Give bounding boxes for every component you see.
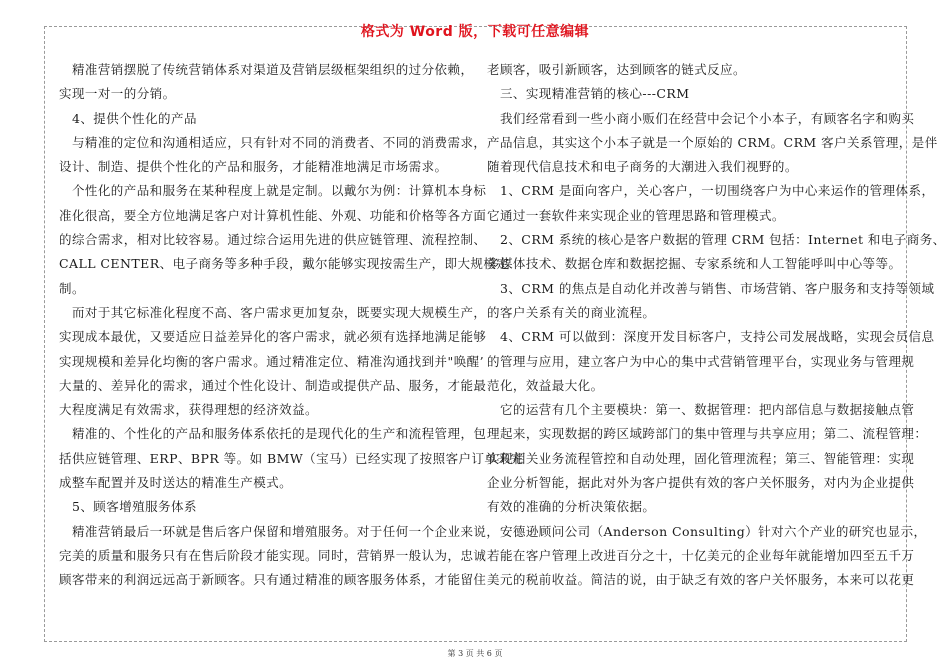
- text-line: 它通过一套软件来实现企业的管理思路和管理模式。: [487, 207, 785, 223]
- text-line: 产品信息，其实这个小本子就是一个原始的 CRM。CRM 客户关系管理，是伴: [487, 134, 938, 150]
- text-line: 2、CRM 系统的核心是客户数据的管理 CRM 包括：Internet 和电子商务、: [487, 232, 946, 248]
- text-line: 个性化的产品和服务在某种程度上就是定制。以戴尔为例：计算机本身标: [59, 183, 487, 199]
- text-line: 有效的准确的分析决策依据。: [487, 499, 656, 515]
- text-line: 4、CRM 可以做到：深度开发目标客户，支持公司发展战略，实现会员信息: [487, 329, 935, 345]
- text-line: 顾客带来的利润远远高于新顾客。只有通过精准的顾客服务体系，才能留住: [59, 572, 487, 588]
- right-column: [487, 58, 946, 593]
- text-line: 多媒体技术、数据仓库和数据挖掘、专家系统和人工智能呼叫中心等等。: [487, 256, 902, 272]
- text-line: 理起来，实现数据的跨区域跨部门的集中管理与共享应用；第二、流程管理：: [487, 426, 928, 442]
- text-line: 实现成本最优，又要适应日益差异化的客户需求，就必须有选择地满足能够: [59, 329, 487, 345]
- text-line: 随着现代信息技术和电子商务的大潮进入我们视野的。: [487, 159, 798, 175]
- text-line: 实现一对一的分销。: [59, 86, 176, 102]
- text-line: 精准的、个性化的产品和服务体系依托的是现代化的生产和流程管理，包: [59, 426, 487, 442]
- text-line: 老顾客，吸引新顾客，达到顾客的链式反应。: [487, 62, 747, 77]
- text-line: 括供应链管理、ERP、BPR 等。如 BMW（宝马）已经实现了按照客户订单来完: [59, 450, 524, 466]
- text-line: 我们经常看到一些小商小贩们在经营中会记个小本子，有顾客名字和购买: [487, 110, 915, 126]
- text-line: 大量的、差异化的需求，通过个性化设计、制造或提供产品、服务，才能最: [59, 377, 487, 393]
- text-line: 的管理与应用，建立客户为中心的集中式营销管理平台，实现业务与管理规: [487, 353, 915, 369]
- text-line: 若能在客户管理上改进百分之十，十亿美元的企业每年就能增加四至五千万: [487, 547, 915, 563]
- text-line: 大程度满足有效需求，获得理想的经济效益。: [59, 402, 319, 418]
- text-line: 4、提供个性化的产品: [59, 110, 197, 126]
- text-line: 范化，效益最大化。: [487, 377, 604, 393]
- text-line: 它的运营有几个主要模块：第一、数据管理：把内部信息与数据接触点管: [487, 402, 915, 418]
- text-line: 5、顾客增殖服务体系: [59, 499, 197, 515]
- text-line: 企业分析智能，据此对外为客户提供有效的客户关怀服务，对内为企业提供: [487, 475, 915, 491]
- text-line: 精准营销最后一环就是售后客户保留和增殖服务。对于任何一个企业来说，: [59, 523, 500, 539]
- text-line: 的客户关系有关的商业流程。: [487, 304, 656, 320]
- text-line: 的综合需求，相对比较容易。通过综合运用先进的供应链管理、流程控制、: [59, 232, 487, 248]
- text-line: 3、CRM 的焦点是自动化并改善与销售、市场营销、客户服务和支持等领域: [487, 280, 935, 296]
- text-line: 制。: [59, 280, 85, 296]
- text-line: 实现相关业务流程管控和自动处理，固化管理流程；第三、智能管理：实现: [487, 450, 915, 466]
- text-line: 设计、制造、提供个性化的产品和服务，才能精准地满足市场需求。: [59, 159, 448, 175]
- left-column: [59, 58, 524, 593]
- page-footer: 第 3 页 共 6 页: [447, 649, 503, 658]
- text-line: 精准营销摆脱了传统营销体系对渠道及营销层级框架组织的过分依赖，: [59, 62, 474, 77]
- text-line: 三、实现精准营销的核心---CRM: [487, 86, 690, 102]
- text-line: 美元的税前收益。简洁的说，由于缺乏有效的客户关怀服务，本来可以花更: [487, 572, 915, 588]
- text-line: 准化很高，要全方位地满足客户对计算机性能、外观、功能和价格等各方面: [59, 207, 487, 223]
- text-line: 完美的质量和服务只有在售后阶段才能实现。同时，营销界一般认为，忠诚: [59, 547, 487, 563]
- text-line: 与精准的定位和沟通相适应，只有针对不同的消费者、不同的消费需求，: [59, 134, 487, 150]
- text-line: 而对于其它标准化程度不高、客户需求更加复杂，既要实现大规模生产，: [59, 304, 487, 320]
- text-line: 1、CRM 是面向客户，关心客户，一切围绕客户为中心来运作的管理体系，: [487, 183, 935, 199]
- text-line: 安德逊顾问公司（Anderson Consulting）针对六个产业的研究也显示，: [487, 523, 927, 539]
- text-line: 实现规模和差异化均衡的客户需求。通过精准定位、精准沟通找到并"唤醒’: [59, 353, 485, 369]
- text-line: CALL CENTER、电子商务等多种手段，戴尔能够实现按需生产，即大规模定: [59, 256, 510, 272]
- editable-banner: 格式为 Word 版，下载可任意编辑: [360, 24, 590, 40]
- text-line: 成整车配置并及时送达的精准生产模式。: [59, 475, 293, 491]
